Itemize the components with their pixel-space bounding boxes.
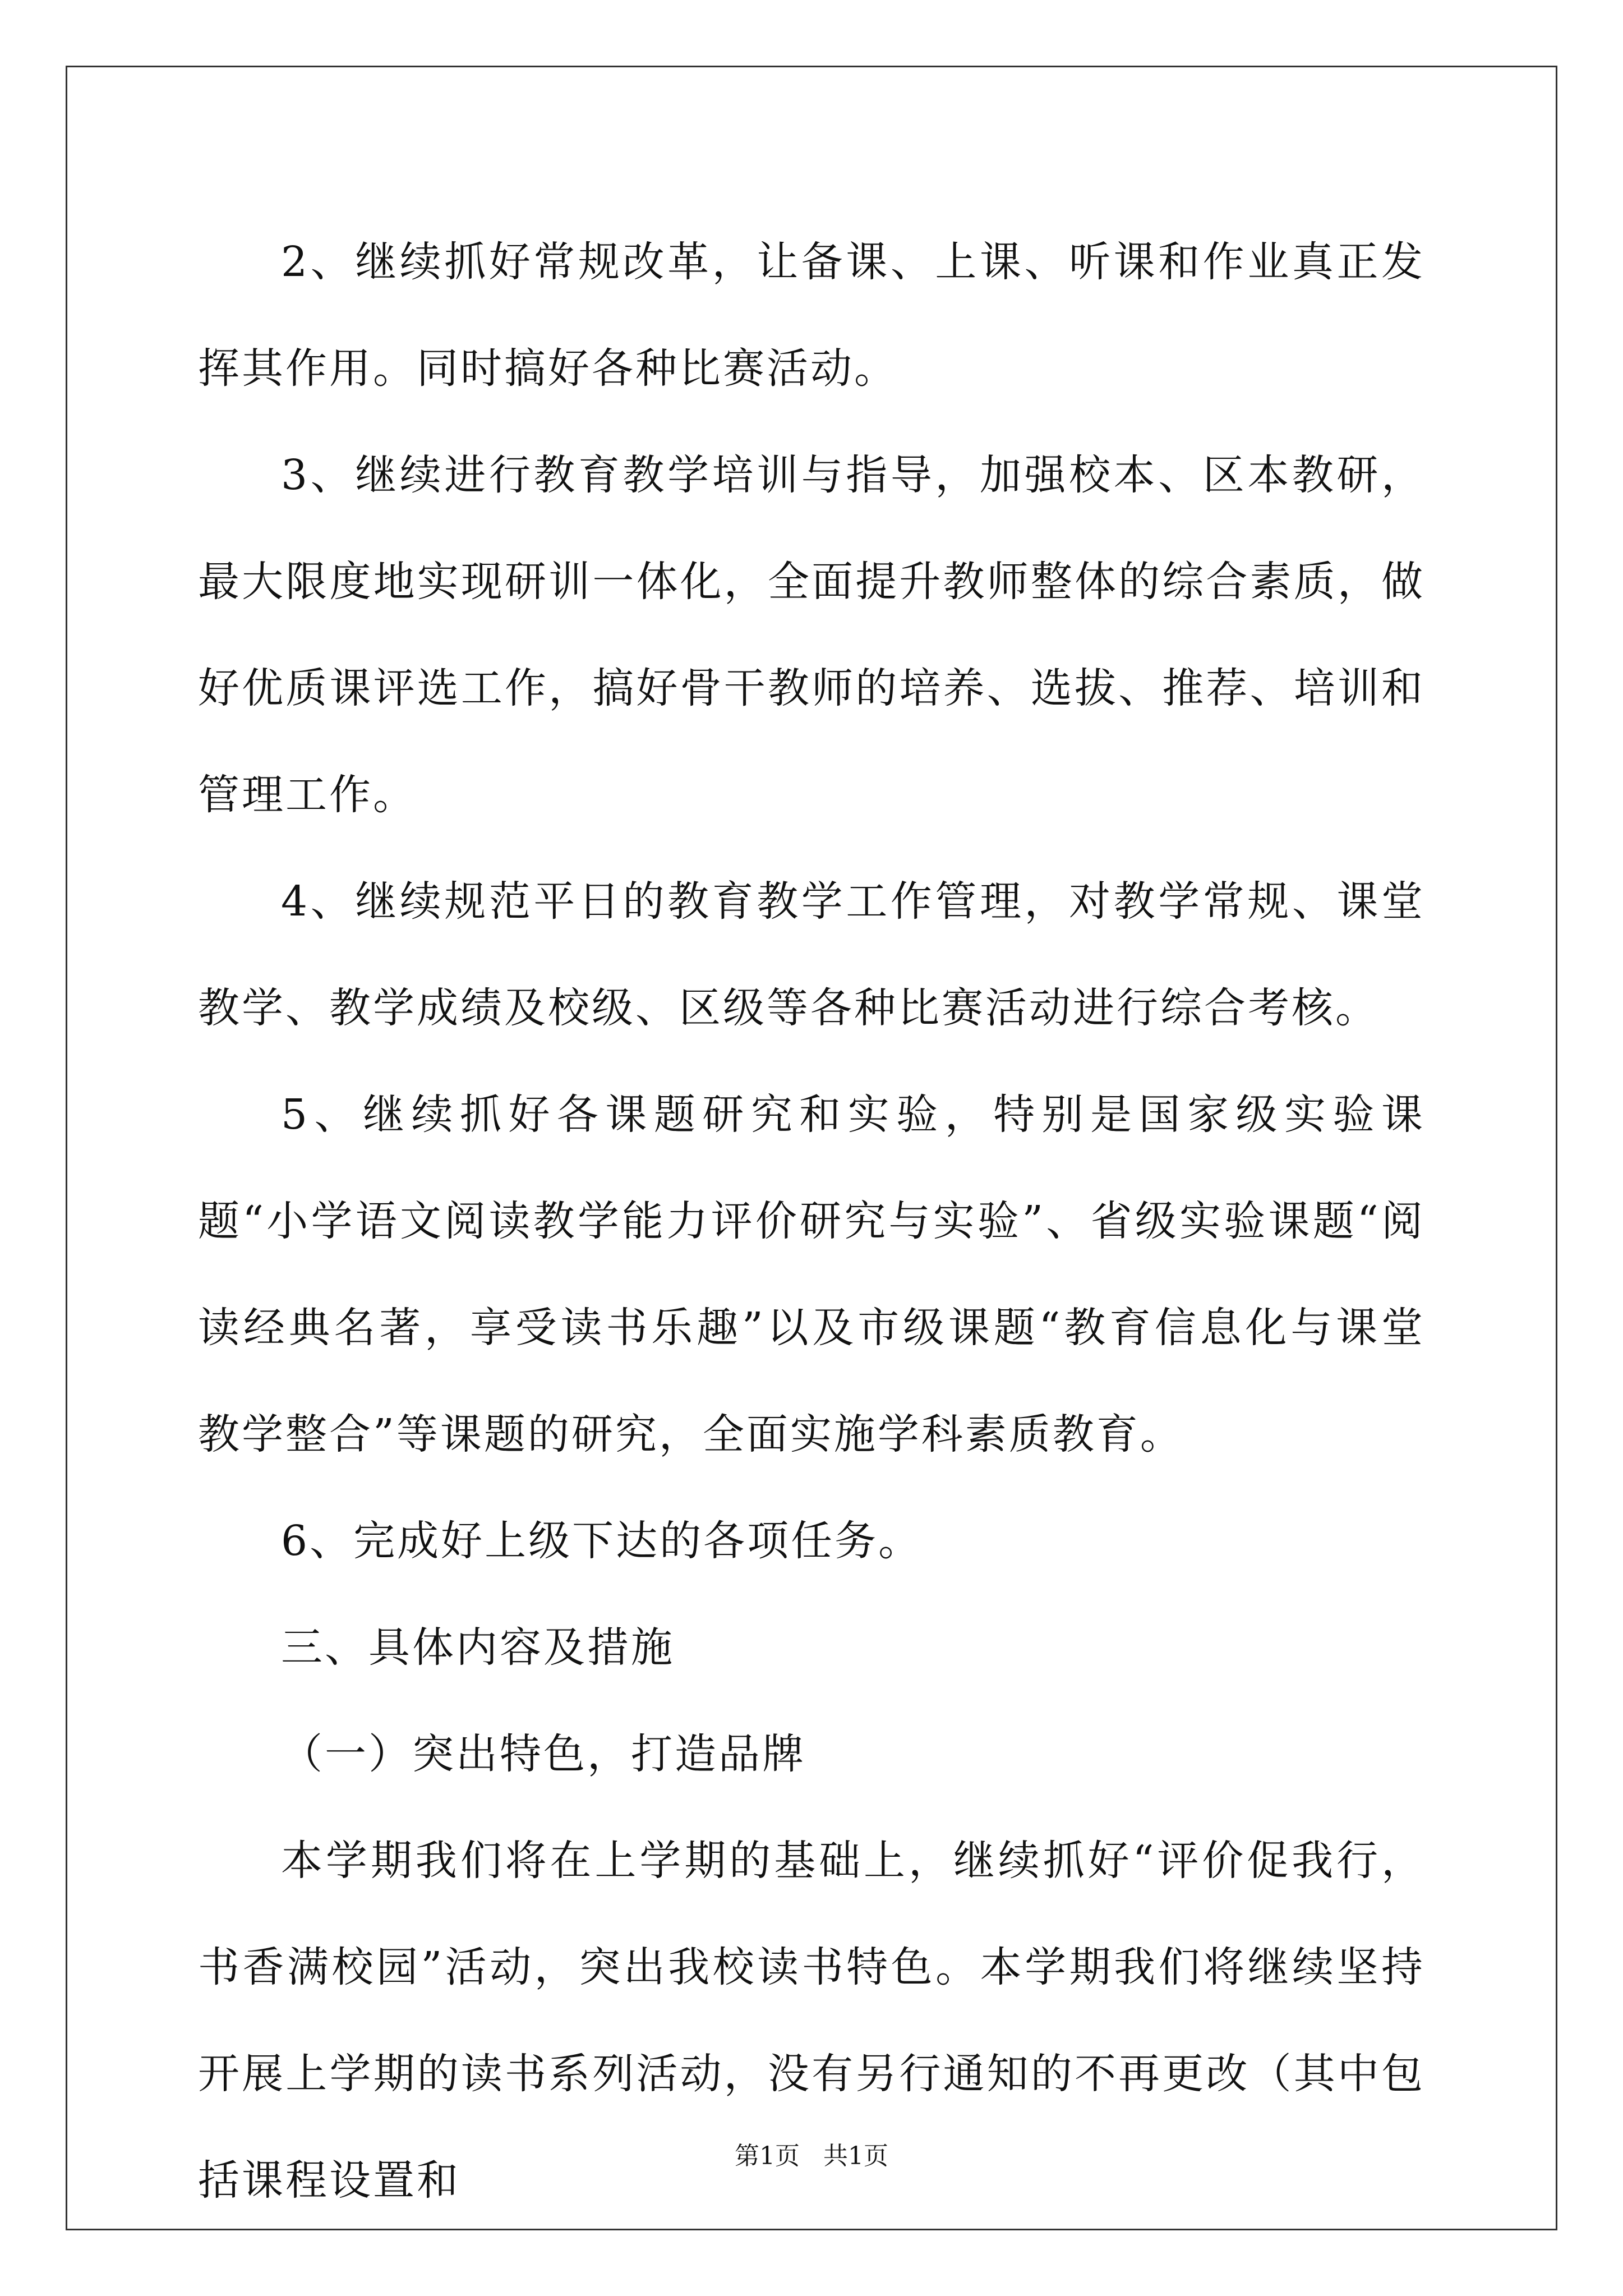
paragraph-body: 本学期我们将在上学期的基础上，继续抓好“评价促我行，书香满校园”活动，突出我校读书特色。本学期我们将继续坚持开展上学期的读书系列活动，没有另行通知的不再更改（其中包括课程设置和 (198, 1837, 1425, 2205)
subsection-heading: （一）突出特色，打造品牌 (281, 1730, 806, 1778)
document-body (198, 209, 1425, 2234)
section-heading: 三、具体内容及措施 (281, 1623, 675, 1672)
paragraph-item-5: 5、继续抓好各课题研究和实验，特别是国家级实验课题“小学语文阅读教学能力评价研究与实验”、省级实验课题“阅读经典名著，享受读书乐趣”以及市级课题“教育信息化与课堂教学整合”等课题的研究，全面实施学科素质教育。 (198, 1091, 1425, 1458)
page-number-footer: 第1页 共1页 (735, 2142, 888, 2170)
paragraph-item-6: 6、完成好上级下达的各项任务。 (281, 1517, 923, 1565)
paragraph-item-4: 4、继续规范平日的教育教学工作管理，对教学常规、课堂教学、教学成绩及校级、区级等各种比赛活动进行综合考核。 (198, 877, 1425, 1032)
paragraph-item-3: 3、继续进行教育教学培训与指导，加强校本、区本教研，最大限度地实现研训一体化，全面提升教师整体的综合素质，做好优质课评选工作，搞好骨干教师的培养、选拔、推荐、培训和管理工作。 (198, 451, 1425, 819)
paragraph-item-2: 2、继续抓好常规改革，让备课、上课、听课和作业真正发挥其作用。同时搞好各种比赛活动。 (198, 238, 1425, 393)
